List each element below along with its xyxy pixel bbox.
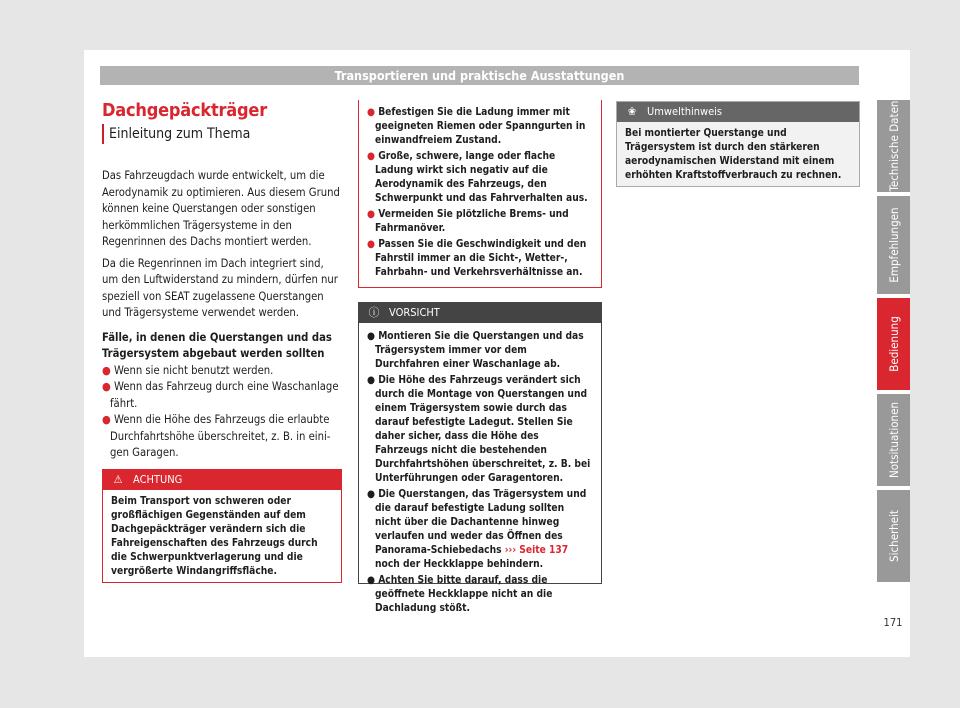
page-link[interactable]: ››› Seite 137 bbox=[504, 545, 569, 556]
vorsicht-box bbox=[358, 302, 602, 614]
list-item: ● Achten Sie bitte darauf, dass die geöffnete Heckklappe nicht an die Dachladung stößt. bbox=[367, 575, 553, 614]
bullet-icon: ● bbox=[102, 363, 114, 377]
bullet-icon: ● bbox=[367, 209, 379, 220]
bullet-icon: ● bbox=[102, 413, 114, 426]
achtung-continued-box bbox=[358, 100, 602, 288]
list-item: ● Befestigen Sie die Ladung immer mit geeigneten Riemen oder Spanngurten in einwandfreiem Zustand. bbox=[367, 107, 586, 146]
column-left bbox=[102, 100, 340, 462]
list-item: ● Wenn die Höhe des Fahrzeugs die erlaubte Durchfahrtshöhe überschreitet, z. B. in einigen Garagen. bbox=[102, 413, 331, 459]
list-item: ● Die Höhe des Fahrzeugs verändert sich durch die Montage von Querstangen und einem Trägersystem sowie durch das darauf befestigte Ladegut. Stellen Sie daher sicher, dass die Höhe des Fahrzeugs nicht die bestehenden Durchfahrtshöhen überschreitet, z. B. bei Unterführungen oder Garagentoren. bbox=[367, 375, 591, 484]
bullet-icon: ● bbox=[367, 151, 379, 162]
list-item: ● Vermeiden Sie plötzliche Brems- und Fahrmanöver. bbox=[367, 209, 569, 234]
second-paragraph: Da die Regenrinnen im Dach integriert sind, um den Luftwiderstand zu mindern, dürfen nur speziell von SEAT zugelassene Querstangen und Trägersysteme verwendet werden. bbox=[102, 256, 338, 319]
achtung-text: Beim Transport von schweren oder großflächigen Gegenständen auf dem Dachgepäckträger verändern sich die Fahreigenschaften des Fahrzeugs durch die Schwerpunktverlagerung und die vergrößerte Windangriffsfläche. bbox=[111, 496, 318, 577]
list-item: ● Die Querstangen, das Trägersystem und die darauf befestigte Ladung sollten nicht über die Dachantenne hinweg verlaufen und weder das Öffnen des Panorama-Schiebedachs ››› Seite 137 noch der Heckklappe behindern. bbox=[367, 489, 587, 570]
tab-technische-daten[interactable]: Technische Daten bbox=[877, 100, 910, 192]
umwelt-text: Bei montierter Querstange und Trägersystem ist durch den stärkeren aerodynamischen Widerstand mit einem erhöhten Kraftstoffverbrauch zu rechnen. bbox=[625, 128, 842, 181]
umwelt-box bbox=[616, 101, 860, 187]
info-circle-icon: ⓘ bbox=[368, 306, 380, 319]
achtung-box bbox=[102, 469, 342, 583]
umwelt-header: ❀ Umwelthinweis bbox=[617, 102, 859, 122]
intro-paragraph: Das Fahrzeugdach wurde entwickelt, um die Aerodynamik zu optimieren. Aus diesem Grund können keine Querstangen oder sonstigen herkömmlichen Trägersysteme in den Regenrinnen des Dachs montiert werden. bbox=[102, 169, 340, 248]
achtung-header: ⚠ ACHTUNG bbox=[103, 470, 341, 490]
list-item: ● Montieren Sie die Querstangen und das Trägersystem immer vor dem Durchfahren einer Waschanlage ab. bbox=[367, 331, 584, 370]
tab-notsituationen[interactable]: Notsituationen bbox=[877, 394, 910, 486]
bullet-icon: ● bbox=[367, 107, 379, 118]
leaf-icon: ❀ bbox=[627, 105, 637, 118]
list-item: ● Große, schwere, lange oder flache Ladung wirkt sich negativ auf die Aerodynamik des Fahrzeugs, den Schwerpunkt und das Fahrverhalten aus. bbox=[367, 151, 588, 204]
page-title: Dachgepäckträger bbox=[102, 100, 267, 121]
bullet-icon: ● bbox=[367, 331, 379, 342]
warning-triangle-icon: ⚠ bbox=[113, 473, 123, 486]
bullet-icon: ● bbox=[367, 575, 379, 586]
list-item: ● Wenn das Fahrzeug durch eine Waschanlage fährt. bbox=[102, 380, 339, 410]
page-number: 171 bbox=[883, 616, 903, 629]
list-item: ● Wenn sie nicht benutzt werden. bbox=[102, 363, 274, 377]
tab-bedienung[interactable]: Bedienung bbox=[877, 298, 910, 390]
bullet-icon: ● bbox=[367, 375, 379, 386]
vorsicht-header: ⓘ VORSICHT bbox=[359, 303, 601, 323]
list-item: ● Passen Sie die Geschwindigkeit und den Fahrstil immer an die Sicht-, Wetter-, Fahrbahn- und Verkehrsverhältnisse an. bbox=[367, 239, 587, 278]
tab-empfehlungen[interactable]: Empfehlungen bbox=[877, 196, 910, 294]
bullet-icon: ● bbox=[367, 489, 379, 500]
tab-sicherheit[interactable]: Sicherheit bbox=[877, 490, 910, 582]
section-subtitle: Einleitung zum Thema bbox=[102, 124, 340, 144]
bullet-icon: ● bbox=[102, 380, 114, 393]
bullet-icon: ● bbox=[367, 239, 379, 250]
chapter-header: Transportieren und praktische Ausstattungen bbox=[100, 66, 859, 85]
list-heading: Fälle, in denen die Querstangen und das Trägersystem abgebaut werden sollten bbox=[102, 330, 332, 360]
